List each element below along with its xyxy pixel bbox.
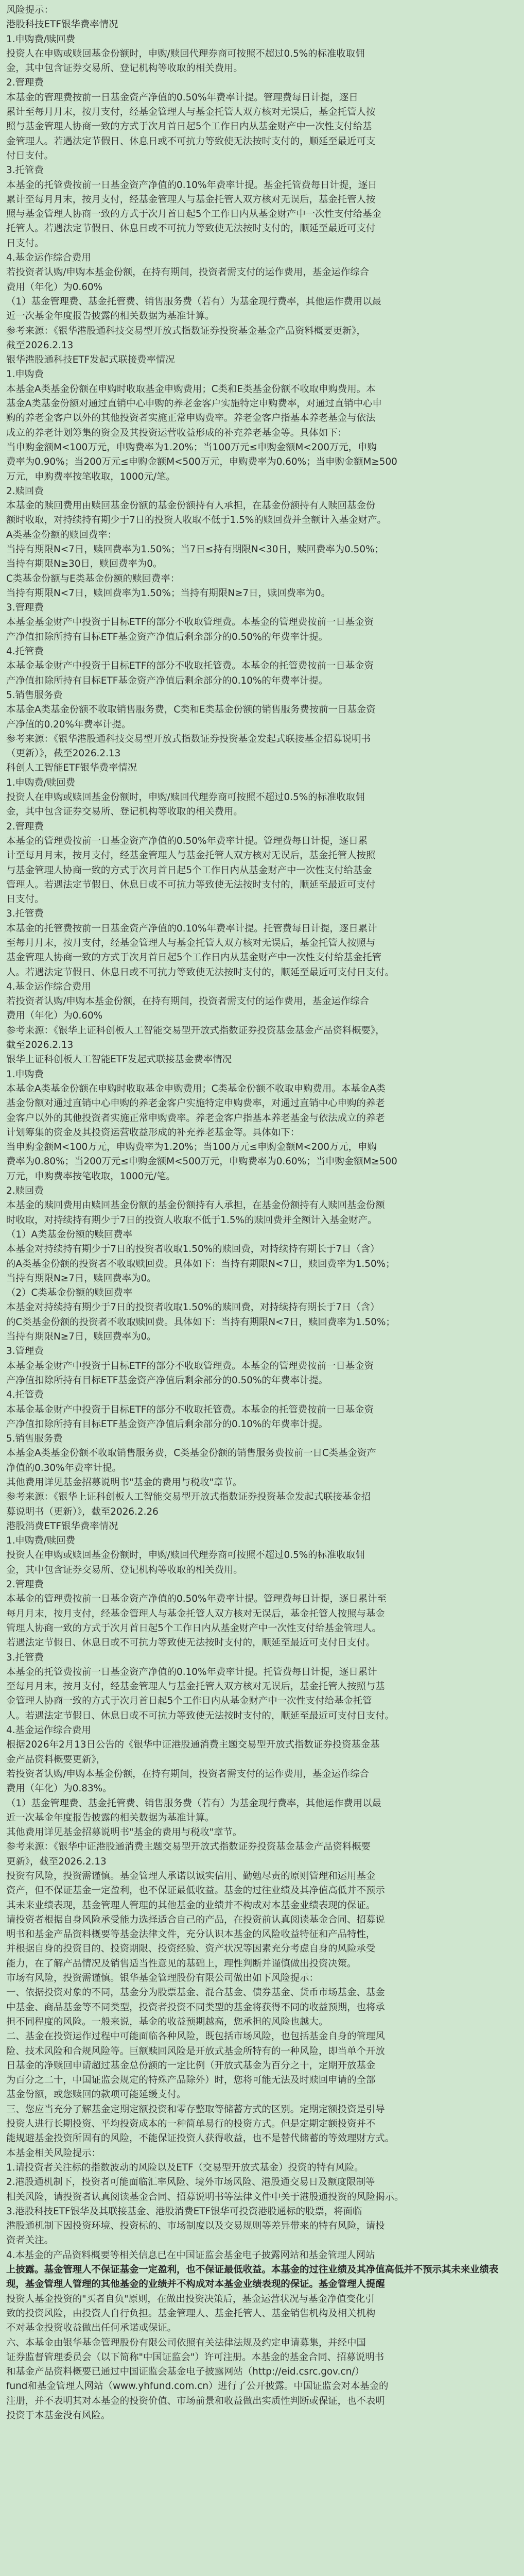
text-line: C类基金份额与E类基金份额的赎回费率： [6,573,180,584]
text-line: 3.管理费 [6,1346,44,1357]
text-line: 参考来源：《银华港股通科技交易型开放式指数证券投资基金发起式联接基金招募说明书 [6,733,371,744]
text-line: 致的投资风险，由投资人自行负担。基金管理人、基金托管人、基金销售机构及相关机构 [6,2308,376,2319]
text-line: 3.港股科技ETF银华及其联接基金、港股消费ETF银华可投资港股通标的股票，将面临 [6,2206,362,2217]
text-line: 投资于本基金没有风险。 [6,2410,111,2421]
text-line: fund和基金管理人网站（www.yhfund.com.cn）进行了公开披露。中国证监会对本基金的 [6,2381,389,2392]
text-line: （1）基金管理费、基金托管费、销售服务费（若有）为基金现行费率，其他运作费用以最 [6,1798,381,1809]
text-line: 中基金、商品基金等不同类型，投资者投资不同类型的基金将获得不同的收益预期，也将承 [6,2002,385,2013]
text-line: 金管理人。若遇法定节假日、休息日或不可抗力等致使无法按时支付的，顺延至最近可支 [6,135,376,147]
text-line: 近一次基金年度报告披露的相关数据为基准计算。 [6,1812,215,1823]
text-line: 其未来业绩表现，基金管理人管理的其他基金的业绩并不构成对本基金业绩表现的保证。 [6,1900,376,1911]
text-line: 4.托管费 [6,1389,44,1401]
text-line: 担不同程度的风险。一般来说，基金的收益预期越高，您承担的风险也越大。 [6,2016,328,2027]
text-line: 险、技术风险和合规风险等。巨额赎回风险是开放式基金所特有的一种风险，即当单个开放 [6,2045,385,2057]
text-line: 累计至每月月末，按月支付，经基金管理人与基金托管人双方核对无误后，基金托管人按 [6,107,376,118]
text-line: 产净值的0.20%年费率计提。 [6,719,131,730]
text-line: 投资人基金投资的"买者自负"原则，在做出投资决策后，基金运营状况与基金净值变化引 [6,2293,375,2304]
text-line: 每月月末，按月支付，经基金管理人与基金托管人双方核对无误后，基金托管人按照与基金 [6,1608,385,1619]
text-line: 本基金A类基金份额在申购时收取基金申购费用；C类基金份额不收取申购费用。本基金A类 [6,1083,386,1094]
text-line: 托管人。若遇法定节假日、休息日或不可抗力等致使无法按时支付的，顺延至最近可支付 [6,223,376,234]
text-line: 费用（年化）为0.83%。 [6,1783,112,1794]
text-line: 管理人协商一致的方式于次月首日起5个工作日内从基金财产中一次性支付给基金管理人。 [6,1622,381,1634]
text-line: 本基金基金财产中投资于目标ETF的部分不收取托管费。本基金的托管费按前一日基金资 [6,1404,374,1415]
text-line: 费率为0.90%；当200万元≤申购金额M<500万元，申购费率为0.60%；当申购金额M≥500 [6,456,397,468]
text-line: 更新》，截至2026.2.13 [6,1856,107,1867]
text-line: 截至2026.2.13 [6,340,74,351]
text-line: 日支付。 [6,894,44,905]
text-line: 金管理人协商一致的方式于次月首日起5个工作日内从基金财产中一次性支付给基金托管 [6,1696,372,1707]
text-line: 金产品资料概要更新》， [6,1754,106,1765]
text-line: 产净值扣除所持有目标ETF基金资产净值后剩余部分的0.10%的年费率计提。 [6,1418,328,1430]
text-line: A类基金份额的赎回费率： [6,529,117,540]
text-line: （1）基金管理费、基金托管费、销售服务费（若有）为基金现行费率，其他运作费用以最 [6,296,381,307]
text-line: 的A类基金份额的投资者不收取赎回费。具体如下：当持有期限N<7日，赎回费率为1.50%； [6,1258,395,1269]
text-line: 基金管理人协商一致的方式于次月首日起5个工作日内从基金财产中一次性支付给基金托管 [6,952,381,963]
text-line: 5.销售服务费 [6,1433,63,1445]
text-line: 额时收取，对持续持有期少于7日的投资人收取不低于1.5%的赎回费并全额计入基金财产。 [6,515,387,526]
text-line: 投资人在申购或赎回基金份额时，申购/赎回代理券商可按照不超过0.5%的标准收取佣 [6,1550,365,1561]
text-line: 根据2026年2月13日公告的《银华中证港股通消费主题交易型开放式指数证券投资基金基 [6,1739,380,1751]
text-line: 资产，但不保证基金一定盈利，也不保证最低收益。基金的过往业绩及其净值高低并不预示 [6,1885,385,1896]
text-line: 金，其中包含证券交易所、登记机构等收取的相关费用。 [6,806,243,818]
risk-notice-title: 风险提示： [6,5,54,15]
text-line: 照与基金管理人协商一致的方式于次月首日起5个工作日内从基金财产中一次性支付给基 [6,121,372,132]
text-line: 1.请投资者关注标的指数波动的风险以及ETF（交易型开放式基金）投资的特有风险。 [6,2162,364,2173]
text-line: 银华港股通科技ETF发起式联接费率情况 [6,354,175,366]
text-line: 本基金对持续持有期少于7日的投资者收取1.50%的赎回费，对持续持有期长于7日（含） [6,1244,380,1255]
text-line: 当持有期限N≥30日，赎回费率为0。 [6,558,163,570]
text-line: 证券监督管理委员会（以下简称"中国证监会"）许可注册。本基金的基金合同、招募说明书 [6,2351,385,2363]
text-line: 4.本基金的产品资料概要等相关信息已在中国证监会基金电子披露网站和基金管理人网站 [6,2249,375,2261]
text-line: 3.托管费 [6,165,44,176]
text-line: 购的养老金客户以外的其他投资者实施正常申购费率。养老金客户指基本养老基金与依法 [6,413,376,424]
text-line: 市场有风险，投资需谨慎。银华基金管理股份有限公司做出如下风险提示： [6,1973,319,1984]
text-line: 2.管理费 [6,821,44,832]
text-line: 参考来源：《银华中证港股通消费主题交易型开放式指数证券投资基金基金产品资料概要 [6,1841,371,1853]
text-line: 4.基金运作综合费用 [6,1725,91,1736]
text-line: 请投资者根据自身风险承受能力选择适合自己的产品，在投资前认真阅读基金合同、招募说 [6,1914,385,1925]
text-line: 科创人工智能ETF银华费率情况 [6,762,137,774]
text-line: 付日支付。 [6,150,54,161]
text-line: 投资人在申购或赎回基金份额时，申购/赎回代理券商可按照不超过0.5%的标准收取佣 [6,792,365,803]
text-line: 本基金的管理费按前一日基金资产净值的0.50%年费率计提。管理费每日计提，逐日 [6,92,358,103]
text-line: 计至每月月末，按月支付，经基金管理人与基金托管人双方核对无误后，基金托管人按照 [6,850,376,861]
text-line: 投资有风险，投资需谨慎。基金管理人承诺以诚实信用、勤勉尽责的原则管理和运用基金 [6,1871,376,1882]
text-line: 和基金产品资料概要已通过中国证监会基金电子披露网站（http://eid.csrc.gov.cn/） [6,2366,364,2378]
text-line: 1.申购费/赎回费 [6,1535,76,1547]
text-line: 1.申购费 [6,369,44,380]
text-line: 1.申购费/赎回费 [6,777,76,788]
text-line: 基金份额，或您赎回的款项可能延缓支付。 [6,2089,186,2100]
text-line: 六、本基金由银华基金管理股份有限公司依照有关法律法规及约定申请募集，并经中国 [6,2337,366,2348]
text-line: 费率为0.80%；当200万元≤申购金额M<500万元，申购费率为0.60%；当申购金额M≥500 [6,1156,397,1167]
text-line: 资者关注。 [6,2235,54,2246]
text-line: 本基金的托管费按前一日基金资产净值的0.10%年费率计提。托管费每日计提，逐日累计 [6,1666,377,1677]
text-line: 基金份额对通过直销中心申购的养老金客户实施特定申购费率，对通过直销中心申购的养老 [6,1098,385,1109]
text-line: 基金A类基金份额对通过直销中心申购的养老金客户实施特定申购费率，对通过直销中心申 [6,398,382,410]
text-line: 本基金的管理费按前一日基金资产净值的0.50%年费率计提。管理费每日计提，逐日累 [6,835,368,846]
text-line: 至每月月末，按月支付，经基金管理人与基金托管人双方核对无误后，基金托管人按照与基 [6,1681,385,1692]
text-line: 若投资者认购/申购本基金份额，在持有期间，投资者需支付的运作费用，基金运作综合 [6,1768,370,1780]
text-line: 本基金的托管费按前一日基金资产净值的0.10%年费率计提。托管费每日计提，逐日累计 [6,923,377,934]
text-line: 当持有期限N<7日，赎回费率为1.50%；当7日≤持有期限N<30日，赎回费率为0.50%； [6,544,384,555]
text-line: 4.基金运作综合费用 [6,252,91,264]
text-line: 万元，申购费率按笔收取，1000元/笔。 [6,1171,176,1182]
text-line: 净值的0.30%年费率计提。 [6,1462,121,1473]
text-line: 至每月月末，按月支付，经基金管理人与基金托管人双方核对无误后，基金托管人按照与 [6,938,376,948]
text-line: 当申购金额M<100万元，申购费率为1.20%；当100万元≤申购金额M<200万元，申购 [6,1142,377,1153]
text-line: 日基金的净赎回申请超过基金总份额的一定比例（开放式基金为百分之十，定期开放基金 [6,2060,376,2071]
text-line: 本基金的赎回费用由赎回基金份额的基金份额持有人承担，在基金份额持有人赎回基金份 [6,500,376,512]
text-line: 本基金A类基金份额不收取销售服务费，C类基金份额的销售服务费按前一日C类基金资产 [6,1448,376,1459]
text-line: 2.赎回费 [6,485,44,497]
text-line: 金，其中包含证券交易所、登记机构等收取的相关费用。 [6,1564,243,1575]
text-line: 相关风险，请投资者认真阅读基金合同、招募说明书等法律文件中关于港股通投资的风险揭示。 [6,2191,404,2202]
text-line: 若遇法定节假日、休息日或不可抗力等致使无法按时支付的，顺延至最近可支付日支付。 [6,1637,376,1649]
text-line: 产净值扣除所持有目标ETF基金资产净值后剩余部分的0.10%的年费率计提。 [6,675,328,686]
text-line: 上披露。基金管理人不保证基金一定盈利，也不保证最低收益。本基金的过往业绩及其净值高低并不预示其未来业绩表 [6,2264,499,2276]
text-line: 1.申购费 [6,1069,44,1080]
text-line: 能力，在了解产品情况及销售适当性意见的基础上，理性判断并谨慎做出投资决策。 [6,1958,357,1969]
text-line: 本基金基金财产中投资于目标ETF的部分不收取管理费。本基金的管理费按前一日基金资 [6,617,374,628]
text-line: 2.港股通机制下，投资者可能面临汇率风险、境外市场风险、港股通交易日及额度限制等 [6,2177,375,2188]
text-line: 现，基金管理人管理的其他基金的业绩并不构成对本基金业绩表现的保证。基金管理人提醒 [6,2279,385,2290]
text-line: 金，其中包含证券交易所、登记机构等收取的相关费用。 [6,63,243,74]
text-line: 管理人。若遇法定节假日、休息日或不可抗力等致使无法按时支付的，顺延至最近可支付 [6,879,376,890]
text-line: 参考来源：《银华上证科创板人工智能交易型开放式指数证券投资基金基金产品资料概要》， [6,1025,385,1036]
text-line: 当持有期限N<7日，赎回费率为1.50%；当持有期限N≥7日，赎回费率为0。 [6,587,331,599]
text-line: 5.销售服务费 [6,689,63,701]
text-line: 与基金管理人协商一致的方式于次月首日起5个工作日内从基金财产中一次性支付给基金 [6,865,372,876]
text-line: 4.托管费 [6,646,44,657]
text-line: （更新）》，截至2026.2.13 [6,748,121,759]
text-line: 累计至每月月末，按月支付，经基金管理人与基金托管人双方核对无误后，基金托管人按 [6,194,376,205]
text-line: 时收取，对持续持有期少于7日的投资人收取不低于1.5%的赎回费并全额计入基金财产。 [6,1214,377,1226]
text-line: 二、基金在投资运作过程中可能面临各种风险，既包括市场风险，也包括基金自身的管理风 [6,2031,385,2042]
text-line: 银华上证科创板人工智能ETF发起式联接基金费率情况 [6,1054,232,1065]
text-line: 计划筹集的资金及其投资运营收益形成的补充养老基金等。具体如下： [6,1127,300,1138]
text-line: 截至2026.2.13 [6,1040,74,1051]
text-line: 的C类基金份额的投资者不收取赎回费。具体如下：当持有期限N<7日，赎回费率为1.50%； [6,1316,395,1328]
text-line: 费用（年化）为0.60% [6,1010,103,1022]
text-line: 2.管理费 [6,77,44,89]
text-line: 不对基金投资收益做出任何承诺或保证。 [6,2323,177,2334]
text-line: 产净值扣除所持有目标ETF基金资产净值后剩余部分的0.50%的年费率计提。 [6,631,328,642]
text-line: 募说明书（更新）》，截至2026.2.26 [6,1506,159,1517]
text-line: 其他费用详见基金招募说明书"基金的费用与税收"章节。 [6,1827,242,1838]
text-line: 港股通机制下因投资环境、投资标的、市场制度以及交易规则等差异带来的特有风险，请投 [6,2221,385,2232]
text-line: 金客户以外的其他投资者实施正常申购费率。养老金客户指基本养老基金与依法成立的养老 [6,1112,385,1124]
text-line: 1.申购费/赎回费 [6,33,76,45]
text-line: 本基金的赎回费用由赎回基金份额的基金份额持有人承担，在基金份额持有人赎回基金份额 [6,1200,385,1211]
text-line: 若投资者认购/申购本基金份额，在持有期间，投资者需支付的运作费用，基金运作综合 [6,267,370,278]
text-line: 照与基金管理人协商一致的方式于次月首日起5个工作日内从基金财产中一次性支付给基金 [6,209,381,220]
text-line: 其他费用详见基金招募说明书"基金的费用与税收"章节。 [6,1477,242,1488]
text-line: 成立的养老计划筹集的资金及其投资运营收益形成的补充养老基金等。具体如下： [6,427,347,438]
text-line: 2.管理费 [6,1579,44,1590]
text-line: 一、依据投资对象的不同，基金分为股票基金、混合基金、债券基金、货币市场基金、基金 [6,1987,385,1998]
text-line: 人。若遇法定节假日、休息日或不可抗力等致使无法按时支付的，顺延至最近可支付日支付。 [6,967,395,978]
text-line: 本基金相关风险提示： [6,2147,101,2159]
text-line: 本基金A类基金份额不收取销售服务费，C类和E类基金份额的销售服务费按前一日基金资 [6,704,376,716]
text-line: 日支付。 [6,238,44,249]
text-line: 三、您应当充分了解基金定期定额投资和零存整取等储蓄方式的区别。定期定额投资是引导 [6,2104,385,2115]
text-line: 本基金基金财产中投资于目标ETF的部分不收取管理费。本基金的管理费按前一日基金资 [6,1360,374,1371]
text-line: 本基金的托管费按前一日基金资产净值的0.10%年费率计提。基金托管费每日计提，逐日 [6,179,377,191]
text-line: 参考来源：《银华上证科创板人工智能交易型开放式指数证券投资基金发起式联接基金招 [6,1492,371,1503]
text-line: 4.基金运作综合费用 [6,981,91,992]
text-line: 近一次基金年度报告披露的相关数据为基准计算。 [6,311,215,322]
text-line: 本基金的管理费按前一日基金资产净值的0.50%年费率计提。管理费每日计提，逐日累计至 [6,1594,387,1605]
text-line: 本基金A类基金份额在申购时收取基金申购费用；C类和E类基金份额不收取申购费用。本 [6,383,376,395]
text-line: 本基金基金财产中投资于目标ETF的部分不收取托管费。本基金的托管费按前一日基金资 [6,660,374,672]
text-line: 费用（年化）为0.60% [6,281,103,293]
text-line: 投资人进行长期投资、平均投资成本的一种简单易行的投资方式。但是定期定额投资并不 [6,2119,376,2130]
text-line: 3.管理费 [6,602,44,614]
text-line: 万元，申购费率按笔收取，1000元/笔。 [6,471,176,482]
text-line: 为百分之二十，中国证监会规定的特殊产品除外）时，您将可能无法及时赎回申请的全部 [6,2075,376,2086]
disclosure-body [6,18,519,2423]
text-line: 3.托管费 [6,908,44,920]
text-line: 能规避基金投资所固有的风险，不能保证投资人获得收益，也不是替代储蓄的等效理财方式。 [6,2133,395,2144]
text-line: 注册，并不表明其对本基金的投资价值、市场前景和收益做出实质性判断或保证，也不表明 [6,2395,385,2406]
text-line: 投资人在申购或赎回基金份额时，申购/赎回代理券商可按照不超过0.5%的标准收取佣 [6,48,365,59]
text-line: （1）A类基金份额的赎回费率 [6,1229,132,1240]
text-line: 当持有期限N≥7日，赎回费率为0。 [6,1331,156,1343]
text-line: 参考来源：《银华港股通科技交易型开放式指数证券投资基金基金产品资料概要更新》， [6,325,366,336]
text-line: 港股消费ETF银华费率情况 [6,1520,118,1532]
text-line: 人。若遇法定节假日、休息日或不可抗力等致使无法按时支付的，顺延至最近可支付日支付。 [6,1710,395,1721]
text-line: 港股科技ETF银华费率情况 [6,19,118,30]
text-line: 2.赎回费 [6,1185,44,1197]
text-line: 当申购金额M<100万元，申购费率为1.20%；当100万元≤申购金额M<200万元，申购 [6,442,377,453]
text-line: 本基金对持续持有期少于7日的投资者收取1.50%的赎回费，对持续持有期长于7日（含） [6,1302,380,1313]
text-line: 并根据自身的投资目的、投资期限、投资经验、资产状况等因素充分考虑自身的风险承受 [6,1943,376,1955]
text-line: （2）C类基金份额的赎回费率 [6,1287,133,1299]
text-line: 若投资者认购/申购本基金份额，在持有期间，投资者需支付的运作费用，基金运作综合 [6,996,370,1007]
text-line: 3.托管费 [6,1652,44,1663]
text-line: 明书和基金产品资料概要等基金法律文件，充分认识本基金的风险收益特征和产品特性， [6,1929,376,1940]
text-line: 产净值扣除所持有目标ETF基金资产净值后剩余部分的0.50%的年费率计提。 [6,1375,328,1386]
text-line: 当持有期限N≥7日，赎回费率为0。 [6,1273,156,1284]
